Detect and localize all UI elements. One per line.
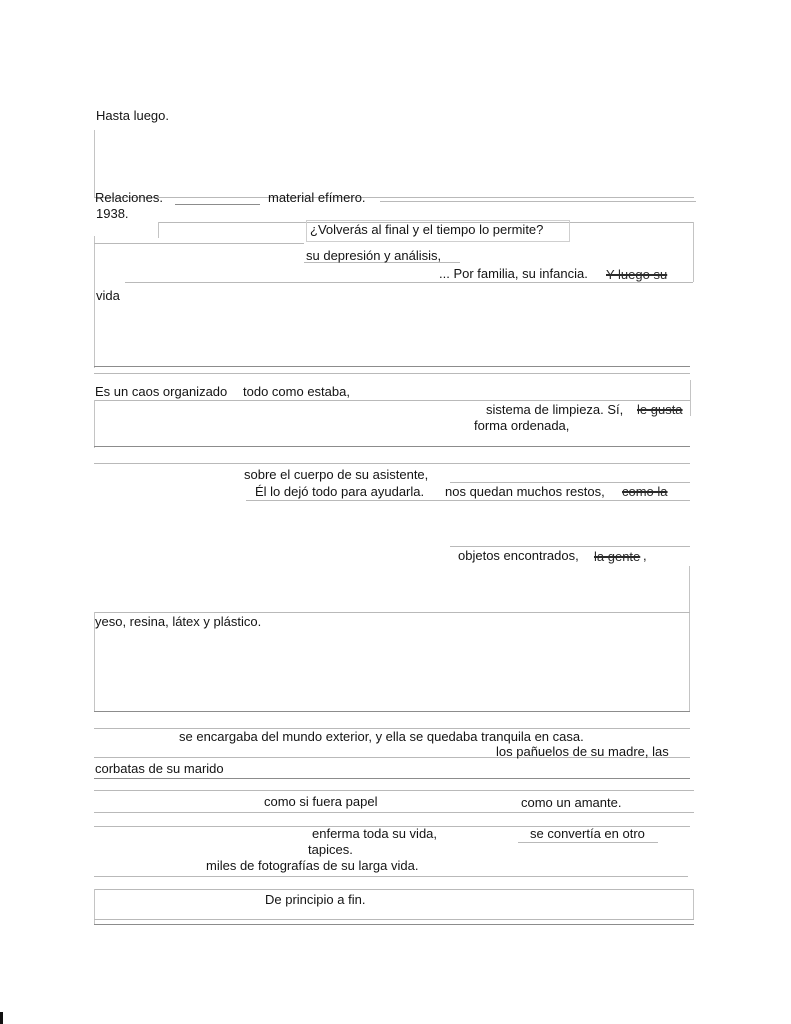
scrap-edge bbox=[94, 400, 95, 448]
text-la-gente: la gente bbox=[594, 549, 641, 564]
text-vida: vida bbox=[96, 288, 120, 303]
text-depresion: su depresión y análisis, bbox=[306, 248, 442, 263]
text-year: 1938. bbox=[96, 206, 129, 221]
scrap-edge bbox=[94, 243, 304, 244]
scrap-edge bbox=[450, 482, 690, 483]
scrap-edge bbox=[94, 366, 690, 367]
text-forma-ordenada: forma ordenada, bbox=[474, 418, 570, 433]
text-por-familia: ... Por familia, su infancia. bbox=[439, 266, 588, 281]
text-sistema-limpieza: sistema de limpieza. Sí, bbox=[486, 402, 624, 417]
text-yeso-resina: yeso, resina, látex y plástico. bbox=[95, 614, 262, 629]
text-hasta-luego: Hasta luego. bbox=[96, 108, 169, 123]
scrap-edge bbox=[94, 711, 690, 712]
scrap-edge bbox=[94, 446, 690, 447]
scrap-edge bbox=[175, 204, 260, 205]
text-como-la: como la bbox=[622, 484, 668, 499]
text-caos-organizado: Es un caos organizado bbox=[95, 384, 228, 399]
scrap-edge bbox=[693, 222, 694, 282]
text-se-convertia: se convertía en otro bbox=[530, 826, 645, 841]
scrap-edge bbox=[380, 201, 696, 202]
scrap-edge bbox=[94, 612, 690, 613]
scrap-edge bbox=[94, 463, 690, 464]
text-corbatas: corbatas de su marido bbox=[95, 761, 224, 776]
scrap-edge bbox=[450, 546, 690, 547]
scrap-edge bbox=[690, 380, 691, 416]
scrap-edge bbox=[689, 566, 690, 712]
text-panuelos: los pañuelos de su madre, las bbox=[496, 744, 669, 759]
scrap-edge bbox=[246, 500, 690, 501]
text-y-luego-su: Y luego su bbox=[606, 267, 668, 282]
scrap-edge bbox=[94, 889, 694, 890]
text-mundo-exterior: se encargaba del mundo exterior, y ella se quedaba tranquila en casa. bbox=[179, 729, 584, 744]
text-objetos-encontrados: objetos encontrados, bbox=[458, 548, 579, 563]
text-de-principio-a-fin: De principio a fin. bbox=[265, 892, 366, 907]
scrap-edge bbox=[94, 790, 694, 791]
scrap-edge bbox=[518, 842, 658, 843]
text-sobre-el-cuerpo: sobre el cuerpo de su asistente, bbox=[244, 467, 429, 482]
text-el-lo-dejo: Él lo dejó todo para ayudarla. bbox=[255, 484, 425, 499]
scrap-edge bbox=[94, 236, 95, 368]
scan-mark bbox=[0, 1012, 3, 1024]
text-todo-como-estaba: todo como estaba, bbox=[243, 384, 350, 399]
text-fotografias: miles de fotografías de su larga vida. bbox=[206, 858, 419, 873]
text-como-un-amante: como un amante. bbox=[521, 795, 622, 810]
text-restos: nos quedan muchos restos, bbox=[445, 484, 605, 499]
scrap-edge bbox=[94, 924, 694, 925]
scrap-edge bbox=[94, 130, 95, 198]
scrap-edge bbox=[94, 400, 690, 401]
text-comma: , bbox=[643, 548, 647, 563]
text-relaciones: Relaciones. bbox=[95, 190, 163, 205]
text-material-efimero: material efímero. bbox=[268, 190, 366, 205]
scrap-edge bbox=[94, 812, 694, 813]
text-enferma: enferma toda su vida, bbox=[312, 826, 438, 841]
scrap-edge bbox=[94, 778, 690, 779]
scrap-edge bbox=[94, 919, 694, 920]
scrap-edge bbox=[94, 373, 690, 374]
scrap-edge bbox=[94, 197, 694, 198]
text-le-gusta: le gusta bbox=[637, 402, 683, 417]
scrap-edge bbox=[158, 222, 159, 238]
scrap-edge bbox=[94, 876, 688, 877]
scrap-edge bbox=[693, 889, 694, 919]
text-volveras: ¿Volverás al final y el tiempo lo permite? bbox=[310, 222, 544, 237]
text-tapices: tapices. bbox=[308, 842, 353, 857]
text-como-si-fuera-papel: como si fuera papel bbox=[264, 794, 378, 809]
